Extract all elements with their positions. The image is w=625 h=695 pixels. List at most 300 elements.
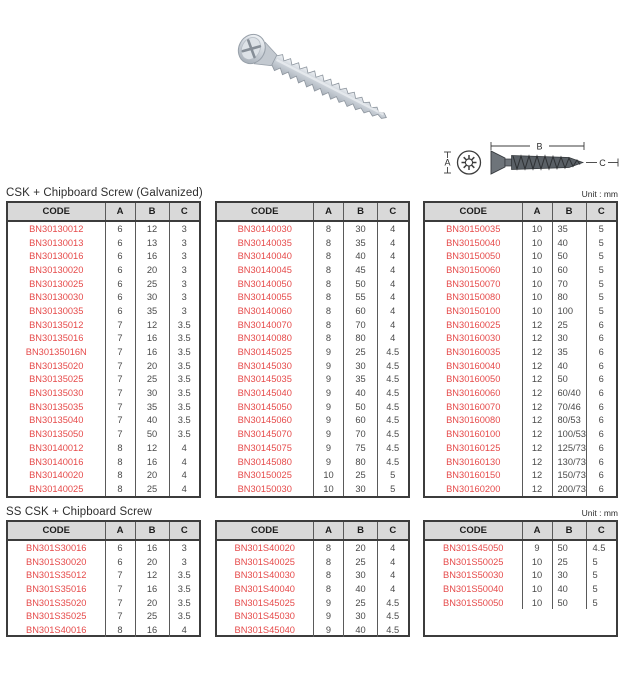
cell-a: 6: [105, 236, 135, 250]
table-row: [8, 304, 199, 318]
cell-code: BN30135016: [29, 333, 84, 344]
cell-c: 5: [378, 468, 408, 482]
cell-a: 12: [522, 400, 552, 414]
table-row: [217, 345, 408, 359]
cell-a: 10: [522, 596, 552, 610]
cell-c: 5: [586, 290, 616, 304]
cell-code: BN30160030: [446, 333, 501, 344]
cell-code: BN30140030: [237, 223, 292, 234]
cell-c: 3.5: [169, 345, 199, 359]
cell-a: 12: [522, 414, 552, 428]
cell-c: 5: [586, 236, 616, 250]
cell-c: 6: [586, 400, 616, 414]
column-header: CODE: [8, 522, 105, 540]
cell-c: 3.5: [169, 332, 199, 346]
table-row: [8, 277, 199, 291]
cell-code: BN30160040: [446, 360, 501, 371]
cell-a: 8: [314, 318, 344, 332]
cell-a: 8: [314, 249, 344, 263]
table-row: [8, 263, 199, 277]
section-header: [6, 183, 618, 199]
cell-c: 6: [586, 345, 616, 359]
cell-a: 6: [105, 221, 135, 236]
cell-a: 8: [105, 482, 135, 496]
cell-code: BN30150025: [237, 470, 292, 481]
cell-code: BN30150100: [446, 305, 501, 316]
table-row: [217, 555, 408, 569]
cell-code: BN30145025: [237, 347, 292, 358]
cell-b: 35: [344, 373, 378, 387]
cell-a: 8: [314, 236, 344, 250]
cell-b: 30: [344, 609, 378, 623]
cell-code: BN30140070: [237, 319, 292, 330]
cell-b: 50: [344, 277, 378, 291]
cell-b: 16: [135, 345, 169, 359]
cell-c: 6: [586, 386, 616, 400]
cell-c: 4: [378, 318, 408, 332]
table-row: [217, 596, 408, 610]
spec-table-frame: [6, 520, 201, 637]
cell-b: 100: [552, 304, 586, 318]
cell-code: BN30160035: [446, 347, 501, 358]
table-row: [425, 568, 616, 582]
table-row: [8, 318, 199, 332]
cell-code: BN30140060: [237, 305, 292, 316]
cell-b: 30: [344, 359, 378, 373]
cell-b: 20: [135, 555, 169, 569]
cell-code: BN30160125: [446, 442, 501, 453]
cell-a: 10: [522, 568, 552, 582]
cell-c: 3: [169, 555, 199, 569]
cell-c: 3.5: [169, 427, 199, 441]
table-row: [425, 427, 616, 441]
cell-b: 35: [135, 400, 169, 414]
cell-b: 150/73: [552, 468, 586, 482]
cell-code: BN30150070: [446, 278, 501, 289]
cell-c: 3.5: [169, 400, 199, 414]
cell-b: 20: [344, 540, 378, 555]
cell-b: 30: [552, 568, 586, 582]
cell-c: 3.5: [169, 582, 199, 596]
table-row: [425, 332, 616, 346]
cell-code: BN30140012: [29, 442, 84, 453]
cell-a: 12: [522, 386, 552, 400]
cell-a: 9: [314, 414, 344, 428]
table-row: [217, 455, 408, 469]
cell-code: BN30140025: [29, 483, 84, 494]
table-row: [425, 482, 616, 496]
cell-c: 3: [169, 290, 199, 304]
table-row: [217, 236, 408, 250]
cell-code: BN30135030: [29, 388, 84, 399]
cell-c: 6: [586, 482, 616, 496]
cell-c: 3: [169, 263, 199, 277]
spec-table: [425, 203, 616, 496]
cell-a: 9: [522, 540, 552, 555]
table-row: [8, 609, 199, 623]
cell-b: 25: [344, 596, 378, 610]
spec-table: [8, 203, 199, 496]
column-header: C: [378, 522, 408, 540]
column-header: CODE: [217, 522, 314, 540]
cell-a: 7: [105, 345, 135, 359]
column-header: B: [552, 203, 586, 221]
cell-b: 50: [552, 540, 586, 555]
cell-a: 10: [522, 236, 552, 250]
table-row: [8, 414, 199, 428]
cell-a: 8: [314, 332, 344, 346]
cell-c: 4: [378, 332, 408, 346]
table-row: [425, 290, 616, 304]
cell-b: 50: [552, 373, 586, 387]
cell-a: 9: [314, 373, 344, 387]
column-header: C: [378, 203, 408, 221]
cell-code: BN301S40020: [234, 542, 295, 553]
cell-c: 6: [586, 441, 616, 455]
cell-code: BN30140016: [29, 456, 84, 467]
column-header: C: [169, 203, 199, 221]
cell-code: BN301S45025: [234, 597, 295, 608]
cell-b: 16: [135, 623, 169, 637]
cell-c: 4: [169, 455, 199, 469]
cell-b: 125/73: [552, 441, 586, 455]
cell-a: 6: [105, 290, 135, 304]
column-header: A: [522, 522, 552, 540]
cell-code: BN30160150: [446, 470, 501, 481]
cell-code: BN30135016N: [25, 347, 87, 358]
dim-c-label: C: [599, 158, 606, 168]
tables-row: [6, 201, 618, 498]
spec-table: [8, 522, 199, 637]
cell-c: 4: [169, 482, 199, 496]
cell-c: 4: [378, 249, 408, 263]
column-header: A: [105, 203, 135, 221]
cell-b: 30: [135, 290, 169, 304]
table-row: [425, 468, 616, 482]
cell-b: 80: [552, 290, 586, 304]
cell-code: BN30150035: [446, 223, 501, 234]
cell-code: BN301S35025: [26, 611, 87, 622]
dim-b-label: B: [536, 141, 543, 152]
cell-b: 20: [135, 359, 169, 373]
cell-code: BN301S45050: [443, 542, 504, 553]
cell-b: 70: [344, 318, 378, 332]
cell-code: BN30160130: [446, 456, 501, 467]
cell-a: 6: [105, 263, 135, 277]
table-row: [217, 277, 408, 291]
cell-a: 9: [314, 596, 344, 610]
cell-b: 25: [344, 345, 378, 359]
column-header: C: [586, 522, 616, 540]
column-header: B: [552, 522, 586, 540]
cell-c: 6: [586, 414, 616, 428]
screw-product-photo: [208, 12, 424, 140]
cell-c: 4.5: [586, 540, 616, 555]
cell-a: 6: [105, 277, 135, 291]
cell-c: 4.5: [378, 345, 408, 359]
table-row: [8, 441, 199, 455]
cell-c: 4.5: [378, 596, 408, 610]
column-header: B: [344, 522, 378, 540]
table-row: [425, 221, 616, 236]
cell-b: 60: [344, 304, 378, 318]
cell-a: 6: [105, 555, 135, 569]
cell-code: BN30145060: [237, 415, 292, 426]
table-row: [425, 455, 616, 469]
screw-photo-group: [233, 30, 393, 131]
cell-code: BN30145075: [237, 442, 292, 453]
cell-code: BN30160200: [446, 483, 501, 494]
cell-b: 12: [135, 441, 169, 455]
table-row: [425, 277, 616, 291]
dimension-diagram: [436, 139, 624, 187]
table-row: [8, 359, 199, 373]
side-view-collar: [505, 159, 512, 166]
side-view-head: [491, 151, 505, 174]
cell-code: BN30140045: [237, 264, 292, 275]
cell-b: 25: [135, 482, 169, 496]
table-row: [8, 236, 199, 250]
cell-a: 6: [105, 304, 135, 318]
cell-c: 4: [378, 555, 408, 569]
cell-b: 30: [135, 386, 169, 400]
cell-b: 20: [135, 596, 169, 610]
cell-a: 7: [105, 373, 135, 387]
table-row: [8, 455, 199, 469]
cell-b: 40: [344, 623, 378, 637]
cell-b: 40: [344, 249, 378, 263]
cell-a: 8: [314, 540, 344, 555]
cell-c: 5: [378, 482, 408, 496]
table-row: [8, 290, 199, 304]
table-row: [217, 482, 408, 496]
cell-a: 10: [522, 221, 552, 236]
column-header: C: [169, 522, 199, 540]
cell-code: BN30150060: [446, 264, 501, 275]
cell-b: 16: [135, 332, 169, 346]
cell-a: 12: [522, 468, 552, 482]
cell-a: 7: [105, 609, 135, 623]
cell-c: 4: [378, 582, 408, 596]
table-row: [425, 318, 616, 332]
cell-b: 12: [135, 568, 169, 582]
cell-b: 130/73: [552, 455, 586, 469]
cell-code: BN301S45030: [234, 611, 295, 622]
cell-b: 40: [552, 582, 586, 596]
cell-a: 12: [522, 427, 552, 441]
cell-code: BN30160060: [446, 388, 501, 399]
dim-a-label: A: [444, 157, 451, 168]
cell-b: 55: [344, 290, 378, 304]
cell-code: BN30145040: [237, 388, 292, 399]
table-row: [217, 386, 408, 400]
cell-b: 45: [344, 263, 378, 277]
cell-b: 16: [135, 582, 169, 596]
cell-a: 10: [522, 555, 552, 569]
cell-b: 40: [344, 582, 378, 596]
cell-a: 8: [105, 441, 135, 455]
section-stainless: [6, 502, 618, 637]
cell-b: 25: [552, 318, 586, 332]
table-row: [8, 568, 199, 582]
cell-a: 10: [522, 582, 552, 596]
cell-b: 20: [135, 263, 169, 277]
section-title: CSK + Chipboard Screw (Galvanized): [6, 187, 203, 199]
cell-a: 10: [522, 263, 552, 277]
cell-b: 50: [344, 400, 378, 414]
cell-code: BN301S35020: [26, 597, 87, 608]
table-row: [425, 386, 616, 400]
table-row: [425, 249, 616, 263]
table-row: [217, 568, 408, 582]
column-header: CODE: [8, 203, 105, 221]
table-row: [217, 582, 408, 596]
cell-a: 12: [522, 482, 552, 496]
cell-b: 50: [135, 427, 169, 441]
cell-code: BN30135025: [29, 374, 84, 385]
cell-a: 7: [105, 400, 135, 414]
table-row: [425, 596, 616, 610]
column-header: C: [586, 203, 616, 221]
cell-b: 100/53: [552, 427, 586, 441]
tables-row: [6, 520, 618, 637]
cell-b: 25: [135, 373, 169, 387]
cell-b: 75: [344, 441, 378, 455]
cell-c: 4: [169, 441, 199, 455]
cell-b: 200/73: [552, 482, 586, 496]
unit-label: Unit : mm: [581, 189, 618, 199]
column-header: A: [105, 522, 135, 540]
cell-code: BN30135040: [29, 415, 84, 426]
table-row: [8, 582, 199, 596]
cell-b: 25: [135, 277, 169, 291]
cell-a: 12: [522, 455, 552, 469]
cell-c: 4: [378, 277, 408, 291]
cell-code: BN30145080: [237, 456, 292, 467]
cell-c: 5: [586, 249, 616, 263]
table-row: [425, 441, 616, 455]
cell-c: 3: [169, 540, 199, 555]
cell-code: BN30140050: [237, 278, 292, 289]
table-row: [425, 400, 616, 414]
table-row: [425, 236, 616, 250]
cell-a: 8: [314, 568, 344, 582]
table-row: [8, 345, 199, 359]
cell-c: 3.5: [169, 318, 199, 332]
cell-code: BN30130030: [29, 292, 84, 303]
cell-b: 30: [552, 332, 586, 346]
cell-c: 5: [586, 221, 616, 236]
cell-code: BN30130020: [29, 264, 84, 275]
table-row: [217, 540, 408, 555]
table-row: [8, 400, 199, 414]
cell-code: BN30135035: [29, 401, 84, 412]
cell-code: BN30145050: [237, 401, 292, 412]
cell-c: 6: [586, 359, 616, 373]
cell-b: 16: [135, 540, 169, 555]
cell-code: BN30145035: [237, 374, 292, 385]
cell-b: 60/40: [552, 386, 586, 400]
cell-a: 12: [522, 441, 552, 455]
cell-code: BN30140035: [237, 237, 292, 248]
cell-c: 4.5: [378, 441, 408, 455]
table-row: [425, 373, 616, 387]
table-row: [425, 345, 616, 359]
section-galvanized: [6, 183, 618, 498]
cell-b: 35: [552, 345, 586, 359]
cell-c: 4.5: [378, 359, 408, 373]
cell-c: 4: [378, 263, 408, 277]
spec-table: [425, 522, 616, 609]
unit-label: Unit : mm: [581, 508, 618, 518]
cell-b: 25: [344, 555, 378, 569]
column-header: A: [314, 522, 344, 540]
column-header: A: [522, 203, 552, 221]
cell-b: 25: [135, 609, 169, 623]
cell-a: 8: [105, 468, 135, 482]
table-row: [8, 468, 199, 482]
cell-a: 6: [105, 249, 135, 263]
cell-a: 9: [314, 609, 344, 623]
table-row: [8, 373, 199, 387]
cell-a: 7: [105, 318, 135, 332]
cell-code: BN30160050: [446, 374, 501, 385]
cell-c: 6: [586, 332, 616, 346]
cell-a: 12: [522, 345, 552, 359]
header-row: [425, 522, 616, 540]
cell-a: 10: [522, 304, 552, 318]
table-row: [217, 609, 408, 623]
cell-code: BN30130012: [29, 223, 84, 234]
table-row: [425, 304, 616, 318]
cell-code: BN30160100: [446, 429, 501, 440]
cell-b: 80: [344, 455, 378, 469]
cell-code: BN301S35012: [26, 570, 87, 581]
cell-b: 35: [552, 221, 586, 236]
table-row: [217, 427, 408, 441]
cell-code: BN30130016: [29, 251, 84, 262]
column-header: CODE: [217, 203, 314, 221]
table-row: [217, 359, 408, 373]
cell-b: 12: [135, 221, 169, 236]
cell-code: BN30140040: [237, 251, 292, 262]
table-row: [217, 468, 408, 482]
cell-code: BN30130025: [29, 278, 84, 289]
cell-code: BN301S50050: [443, 597, 504, 608]
table-row: [425, 540, 616, 555]
cell-b: 35: [344, 236, 378, 250]
spec-table-frame: [215, 201, 410, 498]
table-row: [8, 623, 199, 637]
column-header: CODE: [425, 203, 522, 221]
cell-a: 9: [314, 455, 344, 469]
cell-code: BN30150030: [237, 483, 292, 494]
cell-a: 7: [105, 582, 135, 596]
cell-c: 4.5: [378, 455, 408, 469]
header-row: [217, 522, 408, 540]
table-row: [8, 332, 199, 346]
section-title: SS CSK + Chipboard Screw: [6, 506, 152, 518]
cell-a: 7: [105, 568, 135, 582]
cell-code: BN301S40030: [234, 570, 295, 581]
cell-b: 50: [552, 596, 586, 610]
table-row: [217, 623, 408, 637]
table-row: [217, 441, 408, 455]
cell-c: 3: [169, 249, 199, 263]
cell-b: 40: [552, 359, 586, 373]
cell-a: 7: [105, 332, 135, 346]
cell-b: 70: [552, 277, 586, 291]
